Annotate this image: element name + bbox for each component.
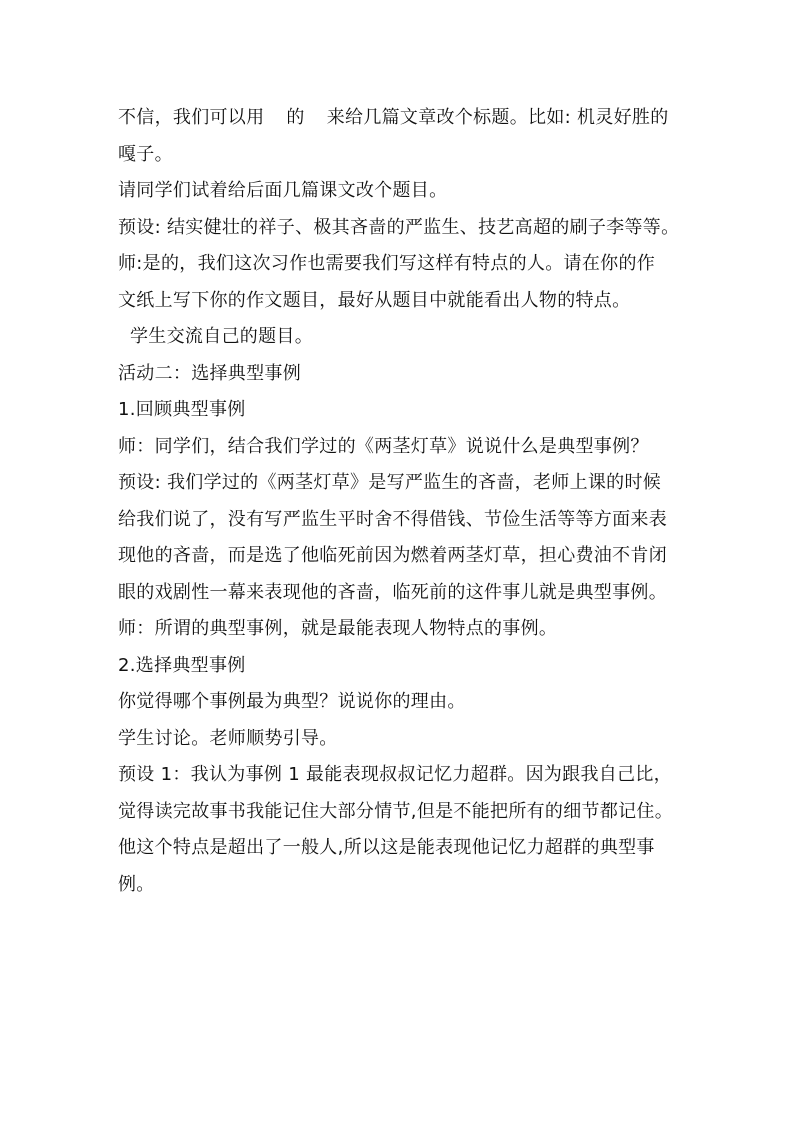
- text-line-7: 学生交流自己的题目。: [130, 326, 313, 347]
- text-line-20: 觉得读完故事书我能记住大部分情节,但是不能把所有的细节都记住。: [118, 800, 674, 822]
- text-line-22: 例。: [118, 873, 155, 895]
- text-line-14: 眼的戏剧性一幕来表现他的吝啬，临死前的这件事儿就是典型事例。: [118, 581, 667, 603]
- subheading-choose-examples: 2.选择典型事例: [118, 654, 246, 676]
- text-line-5: 师:是的，我们这次习作也需要我们写这样有特点的人。请在你的作: [118, 253, 656, 274]
- text-line-3: 请同学们试着给后面几篇课文改个题目。: [118, 180, 448, 201]
- text-line-1-part-b: 的: [286, 107, 305, 128]
- text-line-1: [118, 100, 688, 137]
- text-line-6: 文纸上写下你的作文题目，最好从题目中就能看出人物的特点。: [118, 289, 631, 311]
- section-heading-activity-2: 活动二：选择典型事例: [118, 362, 301, 384]
- text-line-19: 预设 1：我认为事例 1 最能表现叔叔记忆力超群。因为跟我自己比，: [118, 764, 672, 785]
- text-line-1-part-c: 来给几篇文章改个标题。比如: 机灵好胜的: [326, 107, 669, 128]
- text-line-12: 给我们说了，没有写严监生平时舍不得借钱、节俭生活等等方面来表: [118, 508, 667, 530]
- text-line-17: 你觉得哪个事例最为典型？说说你的理由。: [118, 691, 466, 712]
- text-line-11: 预设: 我们学过的《两茎灯草》是写严监生的吝啬，老师上课的时候: [118, 472, 662, 493]
- text-line-10: 师：同学们，结合我们学过的《两茎灯草》说说什么是典型事例？: [118, 435, 649, 457]
- text-line-4: 预设: 结实健壮的祥子、极其吝啬的严监生、技艺高超的刷子李等等。: [118, 216, 680, 238]
- subheading-review-examples: 1.回顾典型事例: [118, 399, 246, 420]
- text-line-2: 嘎子。: [118, 143, 173, 165]
- text-line-15: 师：所谓的典型事例，就是最能表现人物特点的事例。: [118, 618, 558, 639]
- text-line-21: 他这个特点是超出了一般人,所以这是能表现他记忆力超群的典型事: [118, 837, 655, 858]
- text-line-18: 学生讨论。老师顺势引导。: [118, 727, 338, 749]
- document-page: [118, 100, 688, 903]
- text-line-1-part-a: 不信，我们可以用: [118, 107, 265, 128]
- text-line-13: 现他的吝啬，而是选了他临死前因为燃着两茎灯草，担心费油不肯闭: [118, 545, 667, 566]
